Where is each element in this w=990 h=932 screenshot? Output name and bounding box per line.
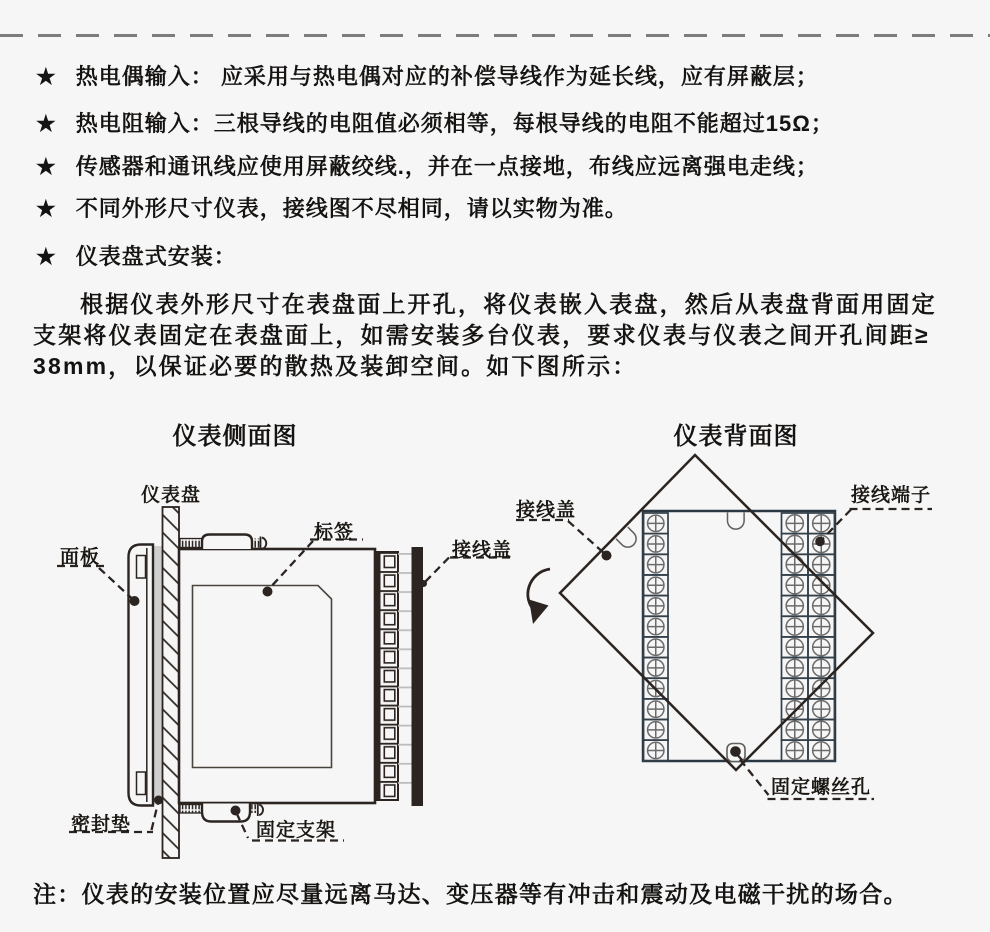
label-fixing-screw-hole: 固定螺丝孔	[771, 777, 872, 798]
label-seal-gasket: 密封垫	[71, 814, 132, 835]
install-paragraph-line-2: 支架将仪表固定在表盘面上，如需安装多台仪表，要求仪表与仪表之间开孔间距≥	[33, 322, 930, 348]
install-paragraph-line-1: 根据仪表外形尺寸在表盘面上开孔，将仪表嵌入表盘，然后从表盘背面用固定	[80, 291, 937, 317]
label-wiring-terminals: 接线端子	[851, 485, 932, 506]
rotation-arrow	[528, 569, 550, 624]
top-fixing-bracket	[180, 535, 266, 550]
label-fixing-bracket: 固定支架	[256, 820, 337, 841]
side-view-drawing	[57, 507, 513, 858]
terminal-strip-side	[376, 552, 413, 800]
side-view-title: 仪表侧面图	[172, 424, 298, 450]
back-view-title: 仪表背面图	[673, 424, 799, 450]
bottom-fixing-bracket	[180, 804, 263, 822]
star-bullet-icon: ★	[36, 196, 56, 221]
seal-gasket-strip	[153, 546, 163, 804]
fixing-screw-hole	[727, 744, 745, 762]
bullet-text: 热电偶输入： 应采用与热电偶对应的补偿导线作为延长线，应有屏蔽层；	[75, 64, 819, 89]
install-paragraph-line-3: 38mm，以保证必要的散热及装卸空间。如下图所示：	[33, 353, 638, 379]
instrument-body	[179, 549, 375, 803]
bullet-text: 传感器和通讯线应使用屏蔽绞线.，并在一点接地，布线应远离强电走线；	[75, 154, 819, 179]
label-sticker: 标签	[314, 522, 355, 543]
bullet-text: 仪表盘式安装：	[75, 244, 237, 269]
label-panel-board: 仪表盘	[141, 485, 202, 506]
bullet-text: 不同外形尺寸仪表，接线图不尽相同，请以实物为准。	[75, 196, 628, 221]
panel-hatch-bar	[163, 507, 180, 858]
star-bullet-icon: ★	[36, 154, 56, 179]
back-terminal-rect	[643, 511, 835, 761]
star-bullet-icon: ★	[36, 111, 56, 136]
bottom-note: 注：仪表的安装位置应尽量远离马达、变压器等有冲击和震动及电磁干扰的场合。	[33, 881, 908, 907]
star-bullet-icon: ★	[36, 64, 56, 89]
label-wiring-cover-side: 接线盖	[452, 540, 513, 561]
label-front-panel: 面板	[60, 547, 101, 568]
front-bezel	[129, 545, 154, 806]
star-bullet-icon: ★	[36, 244, 56, 269]
bullet-text: 热电阻输入：三根导线的电阻值必须相等，每根导线的电阻不能超过15Ω；	[75, 111, 834, 136]
label-wiring-cover-back: 接线盖	[516, 500, 577, 521]
